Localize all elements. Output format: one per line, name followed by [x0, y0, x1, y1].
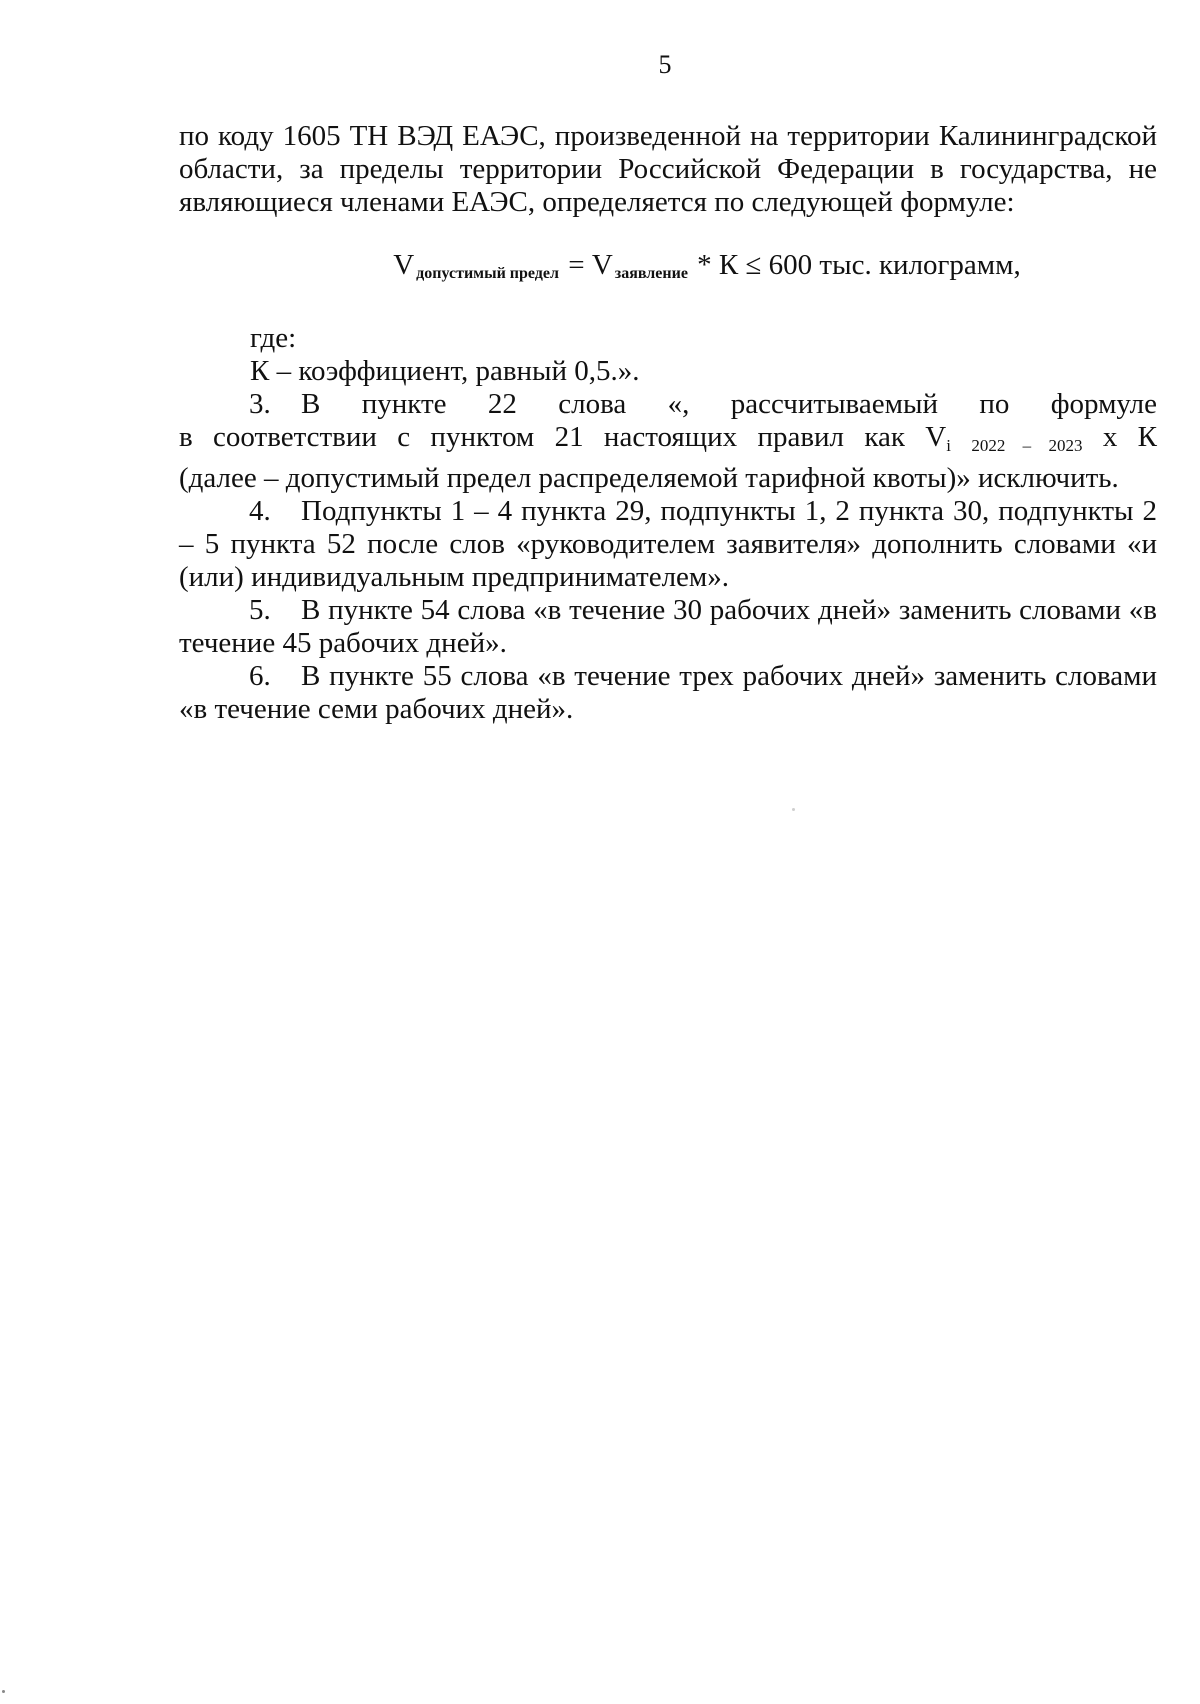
- item-5-text: В пункте 54 слова «в течение 30 рабочих дней» заменить словами «в течение 45 рабочих дней».: [179, 594, 1157, 659]
- item-3-sub-i: i: [946, 436, 951, 455]
- k-definition: К – коэффициент, равный 0,5.».: [250, 355, 640, 387]
- item-6-text: В пункте 55 слова «в течение трех рабочих дней» заменить словами «в течение семи рабочих дней».: [179, 660, 1157, 725]
- formula-sub-right: заявление: [614, 265, 688, 282]
- scan-speck: [792, 808, 795, 811]
- item-3-number: 3.: [249, 388, 271, 420]
- item-3: [179, 388, 1157, 495]
- formula: [257, 249, 1157, 290]
- formula-sub-left: допустимый предел: [416, 265, 559, 282]
- scan-speck: [2, 1690, 5, 1693]
- formula-v-right: V: [591, 249, 613, 281]
- item-3-line-3: (далее – допустимый предел распределяемой тарифной квоты)» исключить.: [179, 462, 1119, 494]
- item-3-sub-years: 2022 – 2023: [971, 436, 1083, 455]
- item-4: [179, 495, 1157, 594]
- item-5: [179, 594, 1157, 660]
- formula-rest: * К ≤ 600 тыс. килограмм,: [697, 249, 1021, 281]
- item-4-number: 4.: [249, 495, 271, 527]
- page-number: 5: [658, 50, 672, 79]
- where-label: где:: [250, 322, 297, 354]
- item-3-line-1: [179, 388, 1157, 421]
- item-4-text: Подпункты 1 – 4 пункта 29, подпункты 1, 2 пункта 30, подпункты 2 – 5 пункта 52 после слов «руководителем заявителя» дополнить словами «и (или) индивидуальным предпринимателем».: [179, 495, 1157, 593]
- formula-v-left: V: [393, 249, 415, 281]
- item-3-text-line-2b: х К: [1102, 421, 1158, 453]
- item-3-line-2: [179, 421, 1157, 462]
- item-6: [179, 660, 1157, 726]
- document-body: [179, 120, 1157, 726]
- formula-equals: =: [568, 249, 585, 281]
- intro-paragraph: по коду 1605 ТН ВЭД ЕАЭС, произведенной на территории Калининградской области, за пределы территории Российской Федерации в государства, не являющиеся членами ЕАЭС, определяется по следующей формуле:: [179, 120, 1157, 218]
- item-3-text-line-1: В пункте 22 слова «, рассчитываемый по формуле: [301, 388, 1157, 420]
- item-5-number: 5.: [249, 594, 271, 626]
- item-3-text-line-2a: в соответствии с пунктом 21 настоящих правил как V: [179, 421, 947, 453]
- item-6-number: 6.: [249, 660, 271, 692]
